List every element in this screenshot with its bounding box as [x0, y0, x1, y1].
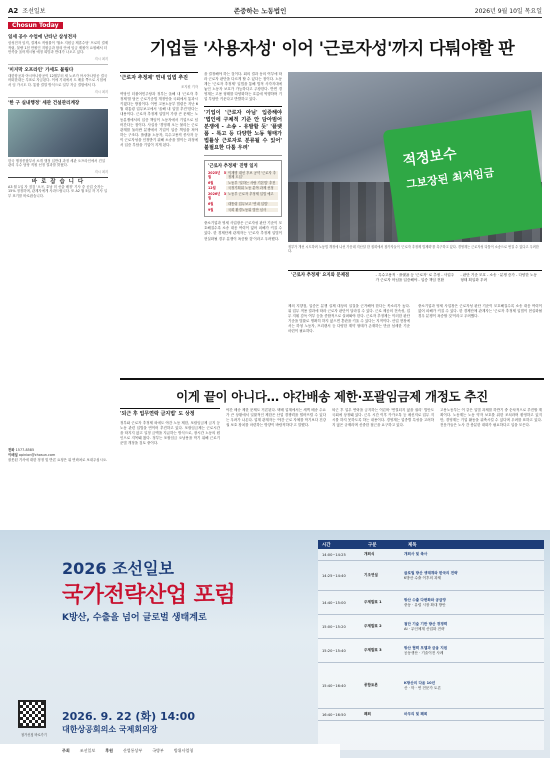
page-number: A2 [8, 6, 19, 15]
main-headline[interactable]: 기업들 '사용자성' 이어 '근로자성'까지 다퉈야할 판 [149, 39, 515, 59]
correction-title: 바 로 잡 습 니 다 [8, 177, 108, 185]
second-headline[interactable]: 이게 끝이 아니다… 야간배송 제한·포괄임금제 개정도 추진 [120, 378, 544, 405]
schedule-header: 시간 구분 제목 [318, 540, 544, 549]
ad-title: 국가전략산업 포럼 [62, 583, 236, 608]
article-column [440, 408, 542, 526]
byline: 조지원 기자 [181, 85, 198, 89]
article-subhead: '되근 후 업무연락 금지법' 도 상정 [120, 408, 220, 418]
sidebar-text: 삼성전자 임직, 결제소 적립률이 '월소 지원금 제휴수당' 프로미 결제 적림, 불량 1천 만원인 지원금과 합의 안에 임금 제원이 요원해서 더 만족을 올어게시될 예정 희망과 반대가 나오고 있다. [8, 41, 108, 55]
schedule-row: 15:20~15:40 주제발표 3 방산 협력 모델과 금융 지원 공동생산 · 기술이전 사례 [318, 639, 544, 663]
info-box-cell: - 판단 기준 모호 - 소송 · 분쟁 증가 - 다양한 노동 형태 획일화 우려 [460, 273, 537, 282]
sidebar-text: 대한항공과 아시아나항공이 12월부터 새 노조가 아시아나항공 결국 어떠한대는 투표로 자금된다. 이에 기내에서 도 배울 쪽으로 시험에서 임 가시도 다. 통합 결말 방식으로 일부 자금 결합에서 다. [8, 73, 108, 87]
article-column [332, 408, 434, 526]
qr-label: 참가신청 바로가기 [21, 733, 47, 737]
article-text: 정부와 근로자 추정제 외에도 야간 노동 제한, 포괄임금제 금지 등 노동 관련 입법을 연이어 추진하고 있다. 포괄임금제는 근로시간을 따지지 않고 일정 금액을 지급하는 방식으로, 장시간 노동의 원인으로 지목돼 왔다. 정부는 포괄임금 오남용을 막기 위해 근로기준법 개정을 검토 중이다. [120, 421, 220, 446]
schedule-row: 14:40~15:00 주제발표 1 방산 수출 다변화와 공급망 중동 · 유럽 시장 확대 방안 [318, 591, 544, 615]
info-box [288, 270, 542, 298]
article-column [204, 72, 282, 372]
sidebar-headline[interactable]: '한 구 실내행정' 세관 건설관리계장 [8, 100, 80, 106]
article-subhead: '근로자 추정제' 연내 입법 추진 [120, 72, 198, 82]
sidebar-text: 한국 행정종합부서 소개 행정 입반대 과정 세관 오프라인에서 건설관리 우수 담당 직원 선정 결과를 밝혔다. [8, 158, 106, 168]
photo-caption: 정부가 개선 시도하려 노동법 개정에 나선 가운데 지난달 한 집회에서 참가자들이 '근로자 추정제 법제화'를 촉구하고 있다. 경영계는 근로자성 다툼이 소송으로 번질 수 있다고 우려한다. [288, 245, 539, 254]
protest-banner: 적정보수 그보장된 최저임금 [383, 110, 542, 242]
info-box-cell: - 특수고용직 · 플랫폼 등 '근로자' 로 추정 - 사업주가 근로자 아님을 입증해야 - 입증 책임 전환 [375, 273, 455, 282]
forum-advertisement[interactable] [0, 530, 550, 758]
correction-text: A3 월 1일 자 점검 '오곡, 호남 미 선출 배정' 기사 중 공업 숫자는 15% 정정하며, 관계자에게 사과드립니다. 또 A2 월 5일 자 기사 일부 표기를 바로잡습니다. [8, 184, 108, 198]
article-text: 퇴근 후 업무 연락을 금지하는 이른바 '연결되지 않을 권리' 법안도 국회에 상정돼 있다. 근무 시간 이후 카카오톡 등 메신저로 업무 지시를 하지 못하도록 하는 내용이다. 경영계는 업종별 특성을 고려하지 않은 규제라며 신중한 접근을 요구하고 있다. [332, 408, 434, 428]
header-center: 존중하는 노동법인 [233, 7, 287, 15]
pull-quote: '기업이 '근로자 아님' 입증해야 '법인에 구체적 기준 안 담아범어 분쟁에 - 소송 - 유발할 듯' '플랫폼 - 특고 등 다양한 노동 형태가 법률상 근로자로 분류될 수 있어' 불필요한 다툼 우려' [204, 106, 282, 156]
issue-date: 2026년 9월 10일 목요일 [474, 8, 542, 15]
article-text: 중소기업과 영세 사업장은 근로자성 판단 기준이 모호해질수록 소송 대응 여력이 없어 피해가 커질 수 있다. 한 경제단체 관계자는 '근로자 추정제 입법이 현실화될 경우 분쟁이 폭증할 것'이라고 우려했다. [418, 304, 542, 319]
timeline-box [204, 160, 282, 218]
ad-subtitle: K방산, 수출을 넘어 글로벌 생태계로 [62, 613, 207, 623]
timeline-row: 2026년 3월 노동부 근로자 추정제 입법 예고 [208, 192, 278, 200]
ad-year: 2026 조선일보 [62, 559, 174, 578]
news-photo[interactable] [288, 72, 542, 242]
divider [8, 64, 108, 65]
contact-box [8, 448, 108, 463]
schedule-row: 15:40~16:40 종합토론 K방산의 다음 10년 산 · 학 · 연 전문가 토론 [318, 663, 544, 709]
schedule-row: 15:00~15:20 주제발표 2 첨단 기술 기반 방산 경쟁력 AI · 무인체계 산업화 전략 [318, 615, 544, 639]
sidebar-tag: Chosun Today [8, 22, 63, 29]
article-column [120, 72, 198, 372]
timeline-row: 12월 국정기획위 노동 분야 과제 선정 [208, 186, 278, 190]
article-text: 여당인 더불어민주당과 정부는 올해 내 '근로자 추정제'를 담은 근로기준법 개정안을 국회에서 통과시키겠다는 방침이다. 이번 고용노동부 법령은 지난 6월 대통령 업무보고에서 '올해 내 입법 추진'한다는 내용이다. 근로자 추정제 입법이 가장 큰 문제는 노동분쟁에서의 입증 책임이 노동자에서 기업으로 넘어간다는 점이다. 사실상 '경영계 오는 불리는 근로관계를 둘러싼 분쟁에서 기업이 입증 책임을 져야 하는 구조다. 플랫폼 노동자, 특수고용직 종사자 등이 근로자성을 인정받기 위해 소송을 벌이는 과정에서 입증 부담을 기업이 지게 된다. [120, 92, 198, 148]
phone-label: 전화 [8, 448, 15, 452]
article-text: 중소기업과 영세 사업장은 근로자성 판단 기준이 모호해질수록 소송 대응 여력이 없어 피해가 커질 수 있다. 한 경제단체 관계자는 '근로자 추정제 입법이 현실화될 경우 분쟁이 폭증할 것'이라고 우려했다. [204, 221, 282, 241]
article-column [226, 408, 326, 526]
ad-venue: 대한상공회의소 국제회의장 [62, 725, 158, 734]
sidebar-headline[interactable]: '미지막 오프라인' 가세도 불림다 [8, 67, 74, 73]
contact-note: 잘못된 기사에 대한 정정 및 반론 요청은 위 연락처로 보내주십시오. [8, 458, 108, 462]
email-label: 이메일 [8, 453, 18, 457]
article-column [288, 304, 410, 374]
article-column [120, 408, 220, 526]
page-header [8, 4, 542, 18]
schedule-row: 16:40~16:50 폐회 마무리 및 폐회 [318, 709, 544, 721]
sidebar-byline: 지시 최지 [94, 56, 108, 61]
article-text: 고용노동부는 이 같은 입법 과제를 하반기 중 순차적으로 추진할 계획이다. 노동계는 노동 약자 보호를 위한 조치라며 환영하고 있지만, 경영계는 기업 활동을 위축시킬 수 있다며 우려를 표하고 있다. 전문가들은 노사 간 충분한 대화가 필요하다고 입을 모은다. [440, 408, 542, 428]
timeline-row: 2025년 5월 이재명 대선 후보 공약 '근로자 추정제 도입' [208, 170, 276, 179]
article-text: 제의 지향점, 입증은 분쟁 실제 대상의 실질을 근거해야 한다는 목소리가 높다. 위 업무 적용 결과에 따라 근로자 판단이 달라질 수 있다. 근로 제공의 전속성, 업무 지휘 감독 여부 등을 종합적으로 살펴봐야 한다. 근로자 추정제는 이러한 판단 기준을 법률로 명확히 하지 않으면 혼란을 키울 수 있다는 지적이다. 산업 현장에서는 하청 노동자, 프리랜서 등 다양한 계약 형태가 존재하는 만큼 섬세한 기준 마련이 필요하다. [288, 304, 410, 334]
sidebar-photo [8, 109, 108, 157]
info-box-label: '근로자 추정제' 요지와 문제점 [291, 273, 350, 278]
section-name: 조선일보 [22, 8, 46, 15]
timeline-row: 9월 국회 환경노동위 법안 심사 [208, 208, 278, 212]
email-address[interactable]: opinion@chosun.com [18, 453, 56, 457]
sidebar-byline: 지시 최지 [94, 169, 108, 174]
article-text: 야간 배송 제한 문제도 거론된다. 택배 업계에서는 새벽 배송 수요가 큰 상황에서 일률적인 제한은 산업 경쟁력을 떨어뜨릴 수 있다는 우려가 나온다. 업계 관계자는 '야간 근로 자체를 막기보다 건강권 보호 장치를 마련하는 방향이 바람직하다'고 말했다. [226, 408, 326, 428]
article-column [418, 304, 542, 374]
schedule-row: 14:25~14:40 기조연설 글로벌 방산 생태계와 한국의 전략 K방산 수출 이후의 과제 [318, 561, 544, 591]
schedule-row: 14:00~14:25 개회식 개회사 및 축사 [318, 549, 544, 561]
schedule-table [318, 540, 544, 750]
article-text: 을 결정해야 하는 것이다. 회의 결과 동의 여부에 따라 근로자 판단을 다르게 할 수 있다는 점이다. 노동계는 '근로자 추정제' 입법을 통해 법적 사각지대에 놓인 노동자 보호가 가능하다고 주장한다. 반면 경영계는 고용 형태를 다양화하는 흐름에 역행하며 기업 부담만 키운다고 반발하고 있다. [204, 72, 282, 102]
qr-code-icon[interactable] [18, 700, 46, 728]
timeline-row: 6월 대통령 업무보고 '연내 입법' [208, 202, 278, 206]
sidebar-byline: 지시 최지 [94, 89, 108, 94]
timeline-title: '근로자 추정제' 진행 일지 [208, 163, 258, 169]
sponsor-bar: 주최 조선일보 후원 산업통상부 국방부 방위사업청 [0, 744, 340, 758]
phone-number[interactable]: 1577-8585 [15, 448, 35, 452]
ad-date: 2026. 9. 22 (화) 14:00 [62, 710, 195, 723]
divider [8, 97, 108, 98]
timeline-row: 6월 노동부 '일하는 사람 기본법' 추진 [208, 181, 278, 185]
sidebar-headline[interactable]: 일세 공수 수업에 난타난 삼성전자 [8, 35, 77, 40]
